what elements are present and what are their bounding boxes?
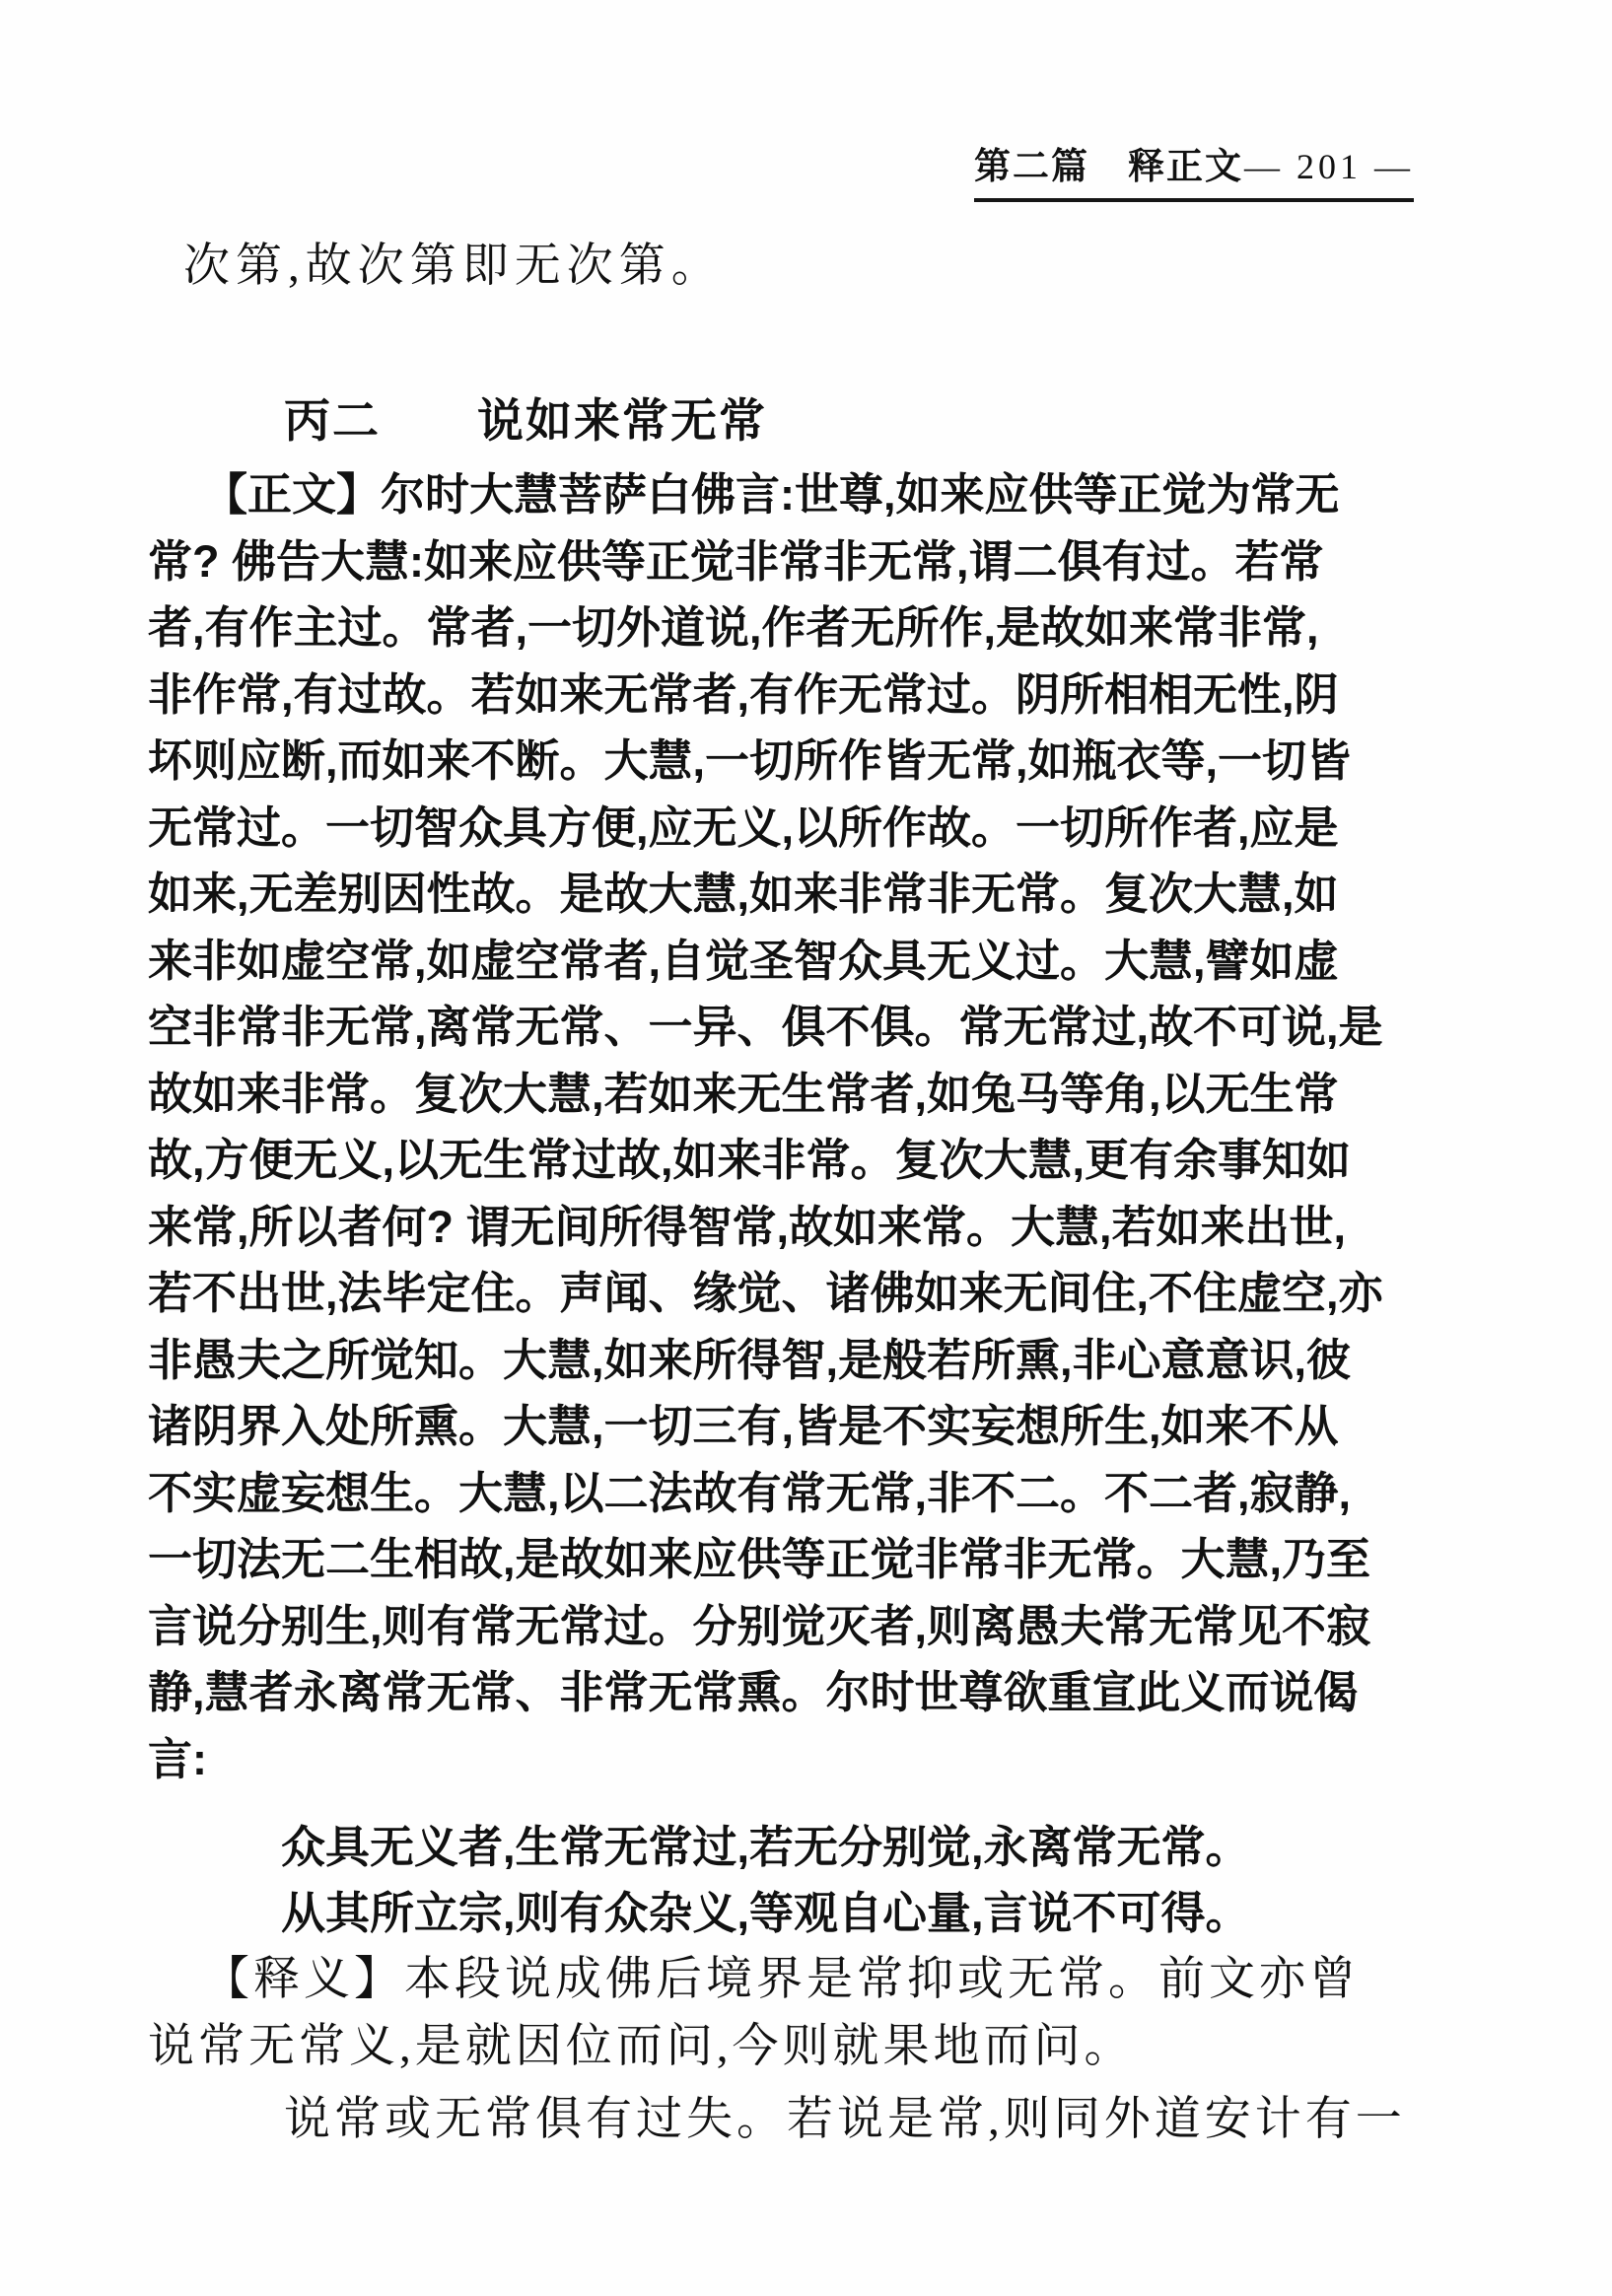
text-line: 来非如虚空常,如虚空常者,自觉圣智众具无义过。大慧,譬如虚 <box>148 935 1339 986</box>
verse-block <box>148 1814 1459 1946</box>
verse-line: 众具无义者,生常无常过,若无分别觉,永离常无常。 <box>281 1822 1250 1872</box>
continuation-paragraph: 次第,故次第即无次第。 <box>183 241 724 292</box>
text-line: 非作常,有过故。若如来无常者,有作无常过。阴所相相无性,阴 <box>148 668 1339 720</box>
text-line: 无常过。一切智众具方便,应无义,以所作故。一切所作者,应是 <box>148 801 1339 853</box>
text-line: 者,有作主过。常者,一切外道说,作者无所作,是故如来常非常, <box>148 602 1319 653</box>
zhengwen-paragraph <box>148 461 1459 1792</box>
text-line: 空非常非无常,离常无常、一异、俱不俱。常无常过,故不可说,是 <box>148 1002 1383 1052</box>
verse-line: 从其所立宗,则有众杂义,等观自心量,言说不可得。 <box>281 1888 1250 1938</box>
text-line: 言说分别生,则有常无常过。分别觉灭者,则离愚夫常无常见不寂 <box>148 1600 1371 1651</box>
text-line: 【正文】尔时大慧菩萨白佛言:世尊,如来应供等正觉为常无 <box>203 469 1340 520</box>
shiyi-paragraph <box>148 1946 1459 2080</box>
text-line: 坏则应断,而如来不断。大慧,一切所作皆无常,如瓶衣等,一切皆 <box>148 735 1352 786</box>
text-line: 常? 佛告大慧:如来应供等正觉非常非无常,谓二俱有过。若常 <box>148 535 1324 587</box>
text-line: 静,慧者永离常无常、非常无常熏。尔时世尊欲重宣此义而说偈 <box>148 1667 1359 1717</box>
text-line: 说常无常义,是就因位而问,今则就果地而问。 <box>148 2021 1135 2072</box>
closing-paragraph <box>148 2086 1459 2153</box>
section-heading: 丙二 说如来常无常 <box>284 393 767 447</box>
text-line: 不实虚妄想生。大慧,以二法故有常无常,非不二。不二者,寂静, <box>148 1467 1352 1518</box>
text-line: 说常或无常俱有过失。若说是常,则同外道安计有一 <box>284 2094 1406 2145</box>
text-line: 若不出世,法毕定住。声闻、缘觉、诸佛如来无间住,不住虚空,亦 <box>148 1268 1383 1318</box>
page-number: — 201 — <box>1244 147 1414 186</box>
text-line: 一切法无二生相故,是故如来应供等正觉非常非无常。大慧,乃至 <box>148 1534 1371 1584</box>
text-line: 非愚夫之所觉知。大慧,如来所得智,是般若所熏,非心意意识,彼 <box>148 1334 1352 1385</box>
text-line: 故如来非常。复次大慧,若如来无生常者,如兔马等角,以无生常 <box>148 1068 1339 1119</box>
text-line: 【释义】本段说成佛后境界是常抑或无常。前文亦曾 <box>203 1954 1360 2005</box>
text-line: 故,方便无义,以无生常过故,如来非常。复次大慧,更有余事知如 <box>148 1135 1352 1185</box>
text-line: 来常,所以者何? 谓无间所得智常,故如来常。大慧,若如来出世, <box>148 1201 1347 1252</box>
text-column <box>148 0 1459 2153</box>
text-line: 言: <box>148 1733 207 1784</box>
running-head-section-title: 第二篇 释正文 <box>974 147 1243 187</box>
text-line: 如来,无差别因性故。是故大慧,如来非常非无常。复次大慧,如 <box>148 869 1339 919</box>
text-line: 诸阴界入处所熏。大慧,一切三有,皆是不实妄想所生,如来不从 <box>148 1401 1339 1451</box>
